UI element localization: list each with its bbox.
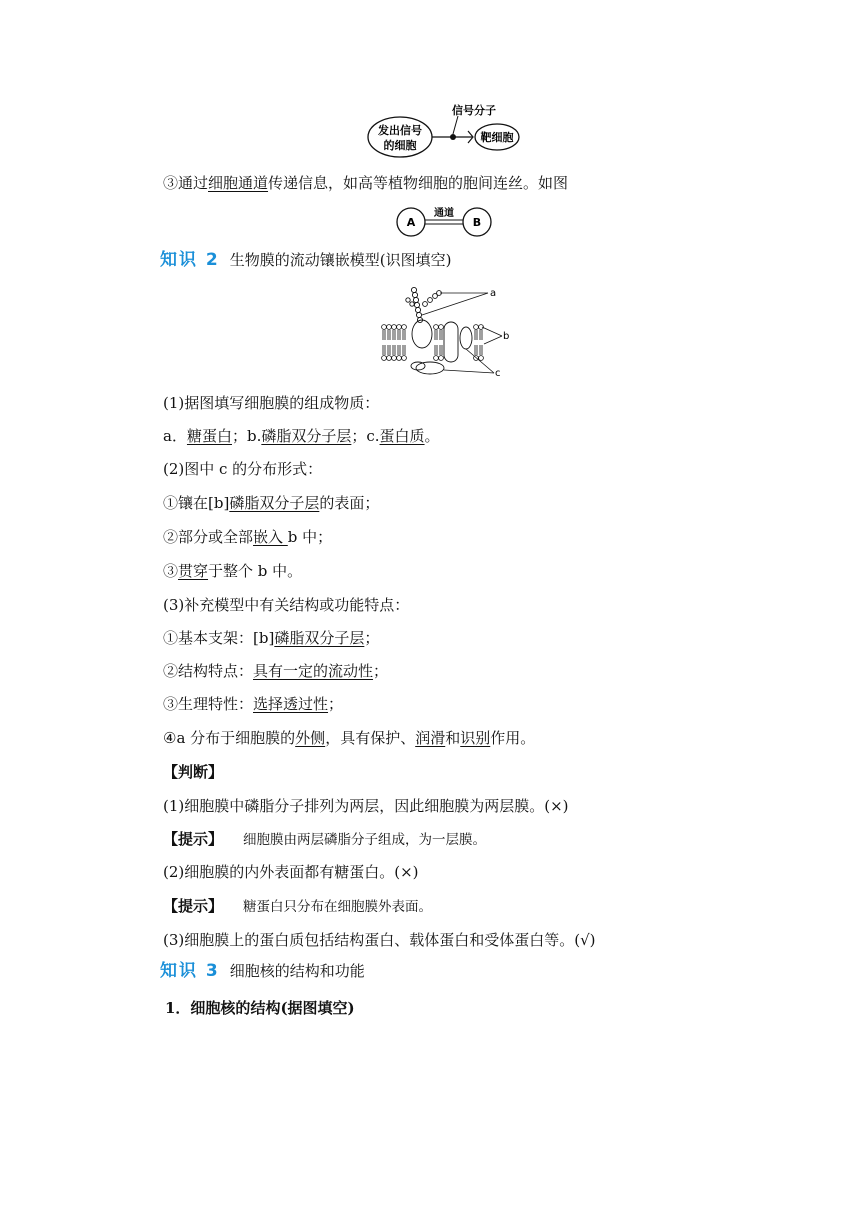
target-text: 靶细胞 — [480, 131, 514, 144]
knowledge-3-title: 细胞核的结构和功能 — [229, 962, 365, 980]
answer-phospholipid-bilayer: 磷脂双分子层 — [261, 427, 352, 445]
knowledge-2-tag: 知识 2 — [160, 250, 220, 270]
sender-text-2: 的细胞 — [383, 139, 417, 152]
knowledge-3-heading — [160, 960, 365, 982]
channel-figure — [393, 205, 497, 239]
signal-figure — [360, 100, 530, 160]
s2-line-2: ②部分或全部嵌入 b 中； — [163, 528, 333, 546]
signal-molecule-dot — [450, 134, 456, 140]
label-b: b — [503, 331, 510, 342]
s3-line-3: ③生理特性：选择透过性； — [163, 695, 344, 713]
channel-suffix: 传递信息，如高等植物细胞的胞间连丝。如图 — [268, 174, 569, 192]
signal-label: 信号分子 — [452, 104, 496, 117]
judge-q2: (2)细胞膜的内外表面都有糖蛋白。(×) — [163, 863, 419, 881]
knowledge-2-heading — [160, 249, 451, 271]
label-a: a — [490, 288, 497, 299]
s1-question: (1)据图填写细胞膜的组成物质： — [163, 394, 380, 412]
judge-q1: (1)细胞膜中磷脂分子排列为两层，因此细胞膜为两层膜。(×) — [163, 797, 569, 815]
judge-hint-2: 【提示】 糖蛋白只分布在细胞膜外表面。 — [163, 897, 433, 915]
s3-line-4: ④a 分布于细胞膜的外侧，具有保护、润滑和识别作用。 — [163, 729, 536, 747]
channel-prefix: ③通过 — [163, 174, 209, 192]
nucleus-structure-label: 1．细胞核的结构(据图填空) — [165, 999, 355, 1017]
membrane-figure — [378, 282, 518, 382]
label-c: c — [495, 368, 501, 379]
judge-heading: 【判断】 — [163, 763, 224, 781]
s2-line-1: ①镶在[b]磷脂双分子层的表面； — [163, 494, 380, 512]
channel-line — [163, 173, 568, 193]
judge-q3: (3)细胞膜上的蛋白质包括结构蛋白、载体蛋白和受体蛋白等。(√) — [163, 931, 596, 949]
cell-a-label: A — [406, 216, 416, 229]
sender-text-1: 发出信号 — [378, 124, 422, 137]
s3-question: (3)补充模型中有关结构或功能特点： — [163, 596, 410, 614]
s2-question: (2)图中 c 的分布形式： — [163, 460, 323, 478]
channel-label: 通道 — [434, 208, 454, 219]
cell-b-label: B — [472, 216, 482, 229]
knowledge-3-tag: 知识 3 — [160, 961, 220, 981]
s1-answers: a．糖蛋白；b.磷脂双分子层；c.蛋白质。 — [163, 427, 440, 445]
answer-protein: 蛋白质 — [379, 427, 425, 445]
signal-label-leader — [453, 116, 458, 134]
answer-glycoprotein: 糖蛋白 — [186, 427, 232, 445]
judge-hint-1: 【提示】 细胞膜由两层磷脂分子组成，为一层膜。 — [163, 830, 487, 848]
knowledge-2-title: 生物膜的流动镶嵌模型(识图填空) — [229, 251, 452, 269]
s3-line-2: ②结构特点：具有一定的流动性； — [163, 662, 389, 680]
s3-line-1: ①基本支架：[b]磷脂双分子层； — [163, 629, 380, 647]
channel-answer: 细胞通道 — [208, 174, 269, 192]
s2-line-3: ③贯穿于整个 b 中。 — [163, 562, 303, 580]
